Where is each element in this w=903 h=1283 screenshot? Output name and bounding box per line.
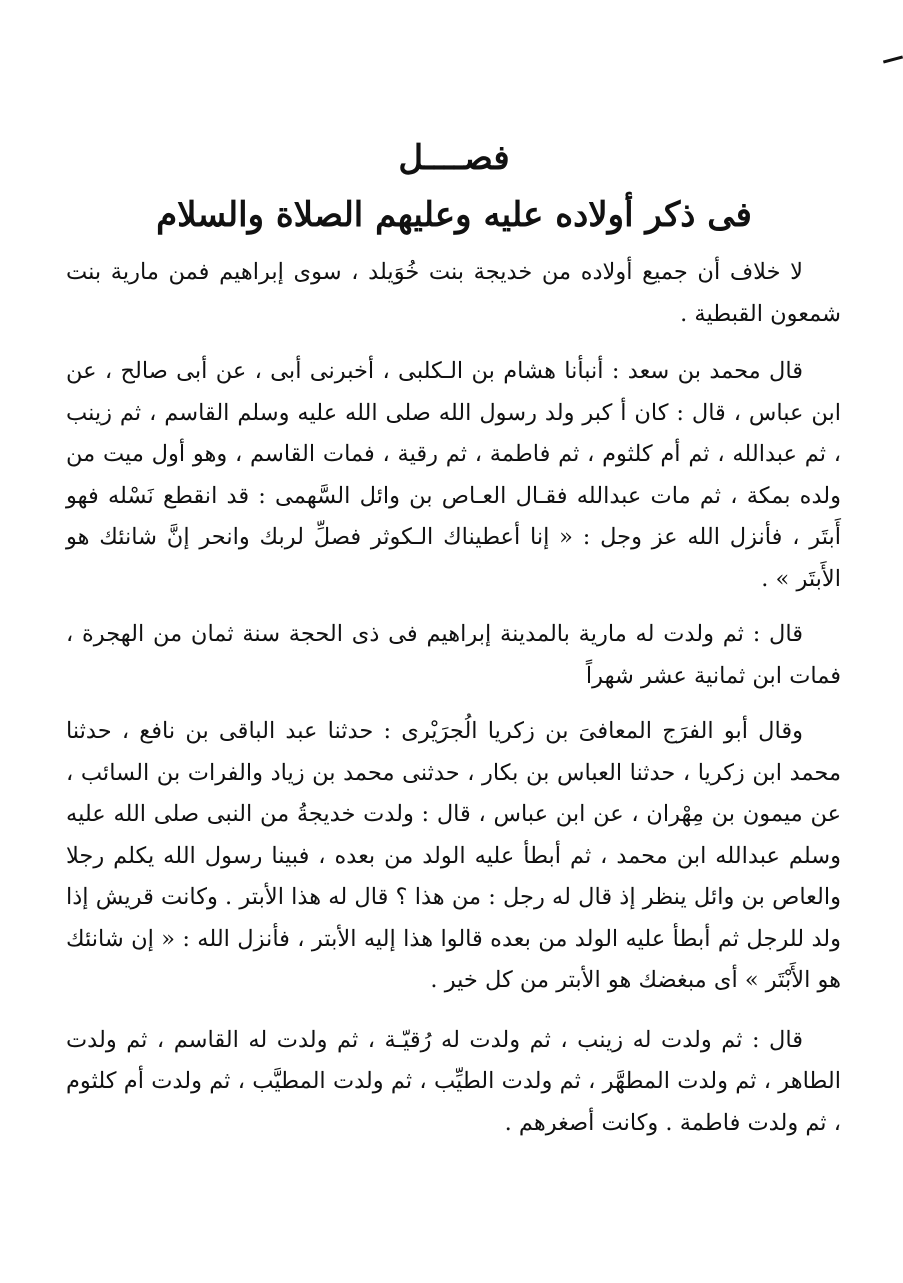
page-edge-mark xyxy=(883,55,903,63)
paragraph-intro: لا خلاف أن جميع أولاده من خديجة بنت خُوَيلد ، سوى إبراهيم فمن مارية بنت شمعون القبطية . xyxy=(66,259,841,327)
section-subtitle: فى ذكر أولاده عليه وعليهم الصلاة والسلام xyxy=(156,195,752,235)
paragraph-children-list: قال : ثم ولدت له زينب ، ثم ولدت له رُقيّـة ، ثم ولدت له القاسم ، ثم ولدت الطاهر ، ثم ولدت المطهَّر ، ثم ولدت الطيِّب ، ثم ولدت المطيَّب ، ثم ولدت أم كلثوم ، ثم ولدت فاطمة . وكانت أصغرهم . xyxy=(66,1026,841,1136)
paragraph-ibn-saad: قال محمد بن سعد : أنبأنا هشام بن الـكلبى ، أخبرنى أبى ، عن أبى صالح ، عن ابن عباس ، قال : كان أ كبر ولد رسول الله صلى الله عليه وسلم القاسم ، ثم زينب ، ثم عبدالله ، ثم أم كلثوم ، ثم فاطمة ، ثم رقية ، فمات القاسم ، وهو أول ميت من ولده بمكة ، ثم مات عبدالله فقـال العـاص بن وائل السَّهمى : قد انقطع نَسْله فهو أَبتَر ، فأنزل الله عز وجل : « إنا أعطيناك الـكوثر فصلِّ لربك وانحر إنَّ شانئك هو الأَبتَر » . xyxy=(66,358,841,592)
paragraph-ibrahim: قال : ثم ولدت له مارية بالمدينة إبراهيم فى ذى الحجة سنة ثمان من الهجرة ، فمات ابن ثمانية عشر شهراً xyxy=(66,621,841,689)
section-heading: فصــــل xyxy=(398,138,510,178)
body-text xyxy=(66,252,841,1154)
paragraph-abu-faraj: وقال أبو الفرَج المعافىَ بن زكريا الُجرَيْرى : حدثنا عبد الباقى بن نافع ، حدثنا محمد ابن زكريا ، حدثنا العباس بن بكار ، حدثنى محمد بن زياد والفرات بن السائب ، عن ميمون بن مِهْران ، عن ابن عباس ، قال : ولدت خديجةُ من النبى صلى الله عليه وسلم عبدالله ابن محمد ، ثم أبطأ عليه الولد من بعده ، فبينا رسول الله يكلم رجلا والعاص بن وائل ينظر إذ قال له رجل : من هذا ؟ قال له هذا الأبتر . وكانت قريش إذا ولد للرجل ثم أبطأ عليه الولد من بعده قالوا هذا إليه الأبتر ، فأنزل الله : « إن شانئك هو الأَبْتَر » أى مبغضك هو الأبتر من كل خير . xyxy=(66,718,841,993)
